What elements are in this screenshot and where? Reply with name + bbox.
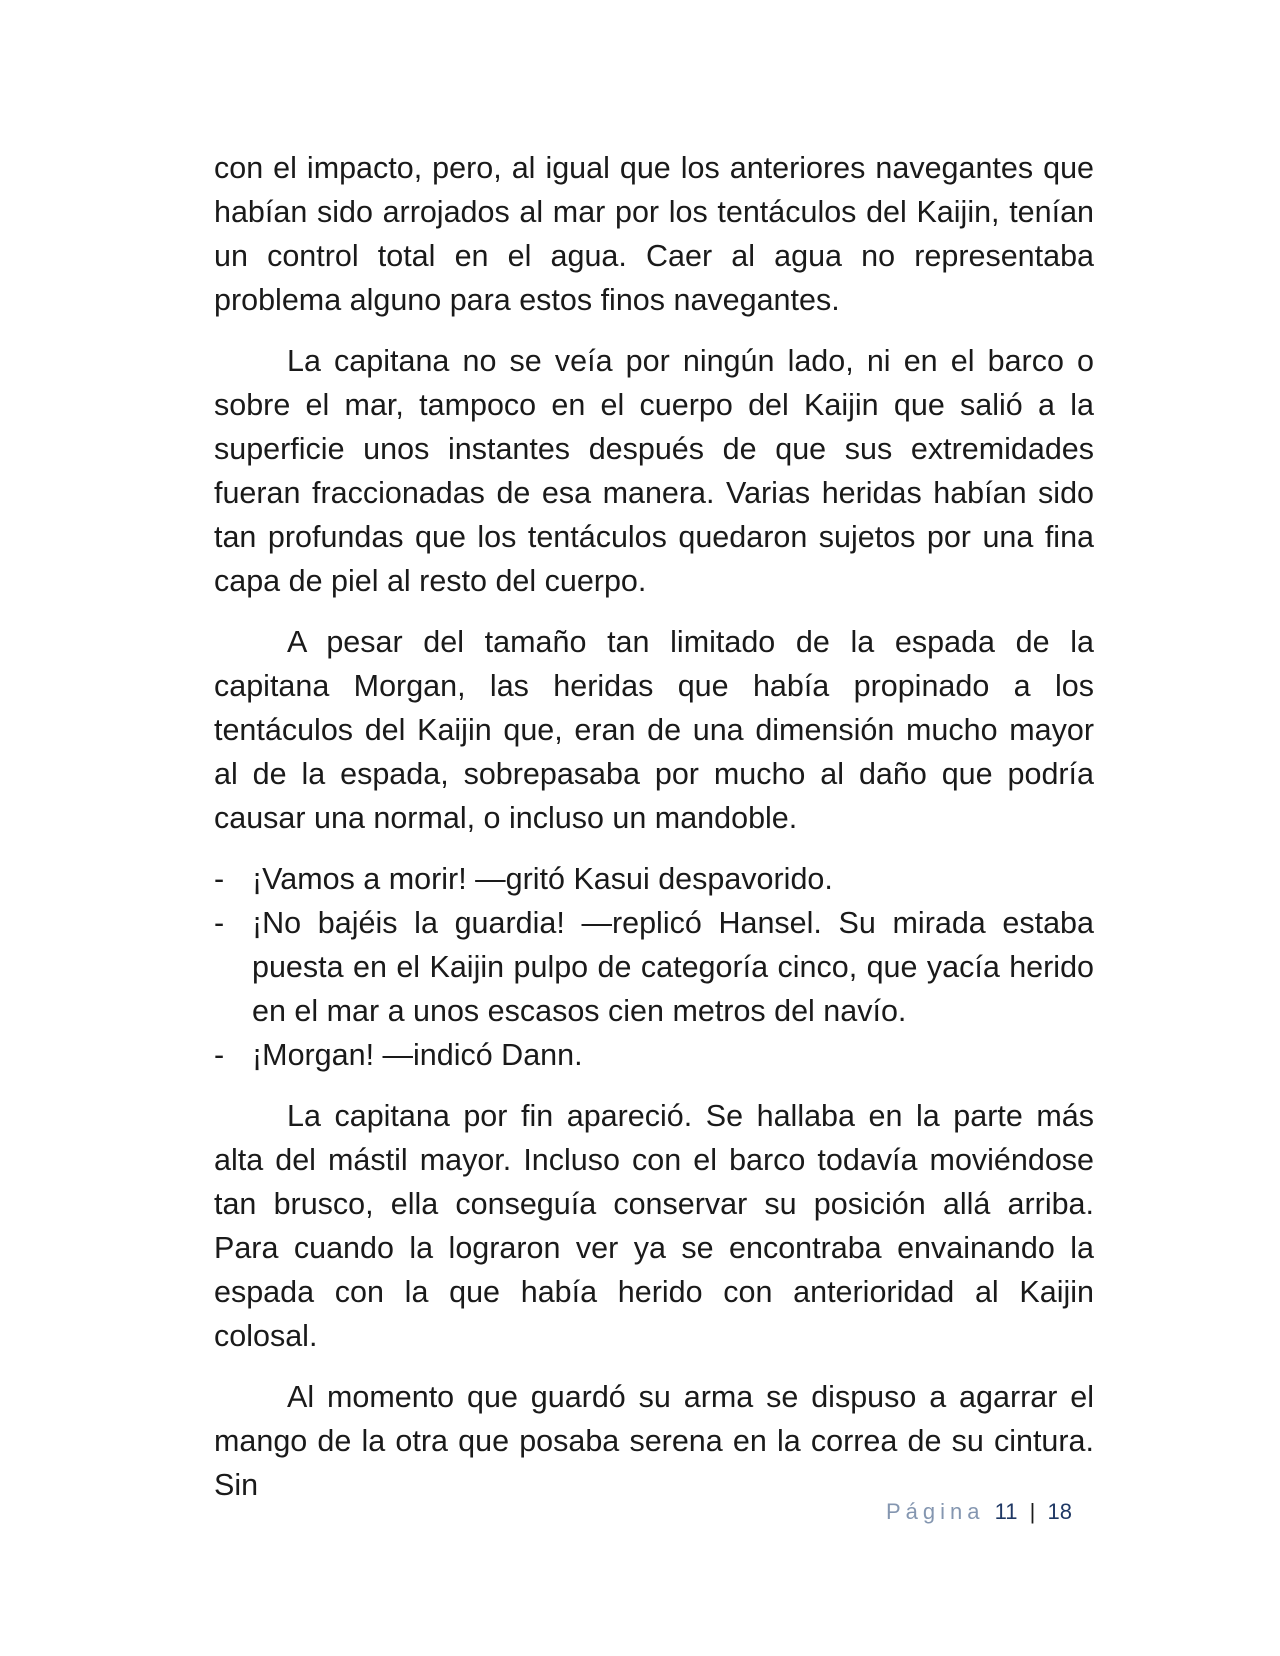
dialogue-line bbox=[214, 901, 1094, 1033]
paragraph-2: La capitana no se veía por ningún lado, ni en el barco o sobre el mar, tampoco en el cuerpo del Kaijin que salió a la superficie unos instantes después de que sus extremidades fueran fraccionadas de esa manera. Varias heridas habían sido tan profundas que los tentáculos quedaron sujetos por una fina capa de piel al resto del cuerpo. bbox=[214, 344, 1094, 598]
dialogue-text: ¡No bajéis la guardia! —replicó Hansel. Su mirada estaba puesta en el Kaijin pulpo de categoría cinco, que yacía herido en el mar a unos escasos cien metros del navío. bbox=[252, 906, 1094, 1028]
dialogue-dash: - bbox=[214, 1038, 225, 1072]
page-total: 18 bbox=[1047, 1499, 1072, 1524]
dialogue-dash: - bbox=[214, 862, 225, 896]
paragraph-4: La capitana por fin apareció. Se hallaba en la parte más alta del mástil mayor. Incluso con el barco todavía moviéndose tan brusco, ella conseguía conservar su posición allá arriba. Para cuando la lograron ver ya se encontraba envainando la espada con la que había herido con anterioridad al Kaijin colosal. bbox=[214, 1099, 1094, 1353]
dialogue-line bbox=[214, 857, 1094, 901]
dialogue-line bbox=[214, 1033, 1094, 1077]
page-number: 11 bbox=[994, 1499, 1018, 1524]
dialogue-list bbox=[214, 857, 1094, 1077]
dialogue-dash: - bbox=[214, 906, 225, 940]
page-label: Página bbox=[886, 1499, 985, 1524]
dialogue-text: ¡Vamos a morir! —gritó Kasui despavorido. bbox=[252, 862, 833, 896]
page-body bbox=[214, 146, 1094, 1524]
paragraph-5: Al momento que guardó su arma se dispuso a agarrar el mango de la otra que posaba serena en la correa de su cintura. Sin bbox=[214, 1380, 1094, 1502]
paragraph-1: con el impacto, pero, al igual que los anteriores navegantes que habían sido arrojados al mar por los tentáculos del Kaijin, tenían un control total en el agua. Caer al agua no representaba problema alguno para estos finos navegantes. bbox=[214, 151, 1094, 317]
page-footer bbox=[886, 1497, 1072, 1527]
page-separator: | bbox=[1029, 1499, 1036, 1524]
dialogue-text: ¡Morgan! —indicó Dann. bbox=[252, 1038, 583, 1072]
paragraph-3: A pesar del tamaño tan limitado de la espada de la capitana Morgan, las heridas que había propinado a los tentáculos del Kaijin que, eran de una dimensión mucho mayor al de la espada, sobrepasaba por mucho al daño que podría causar una normal, o incluso un mandoble. bbox=[214, 625, 1094, 835]
